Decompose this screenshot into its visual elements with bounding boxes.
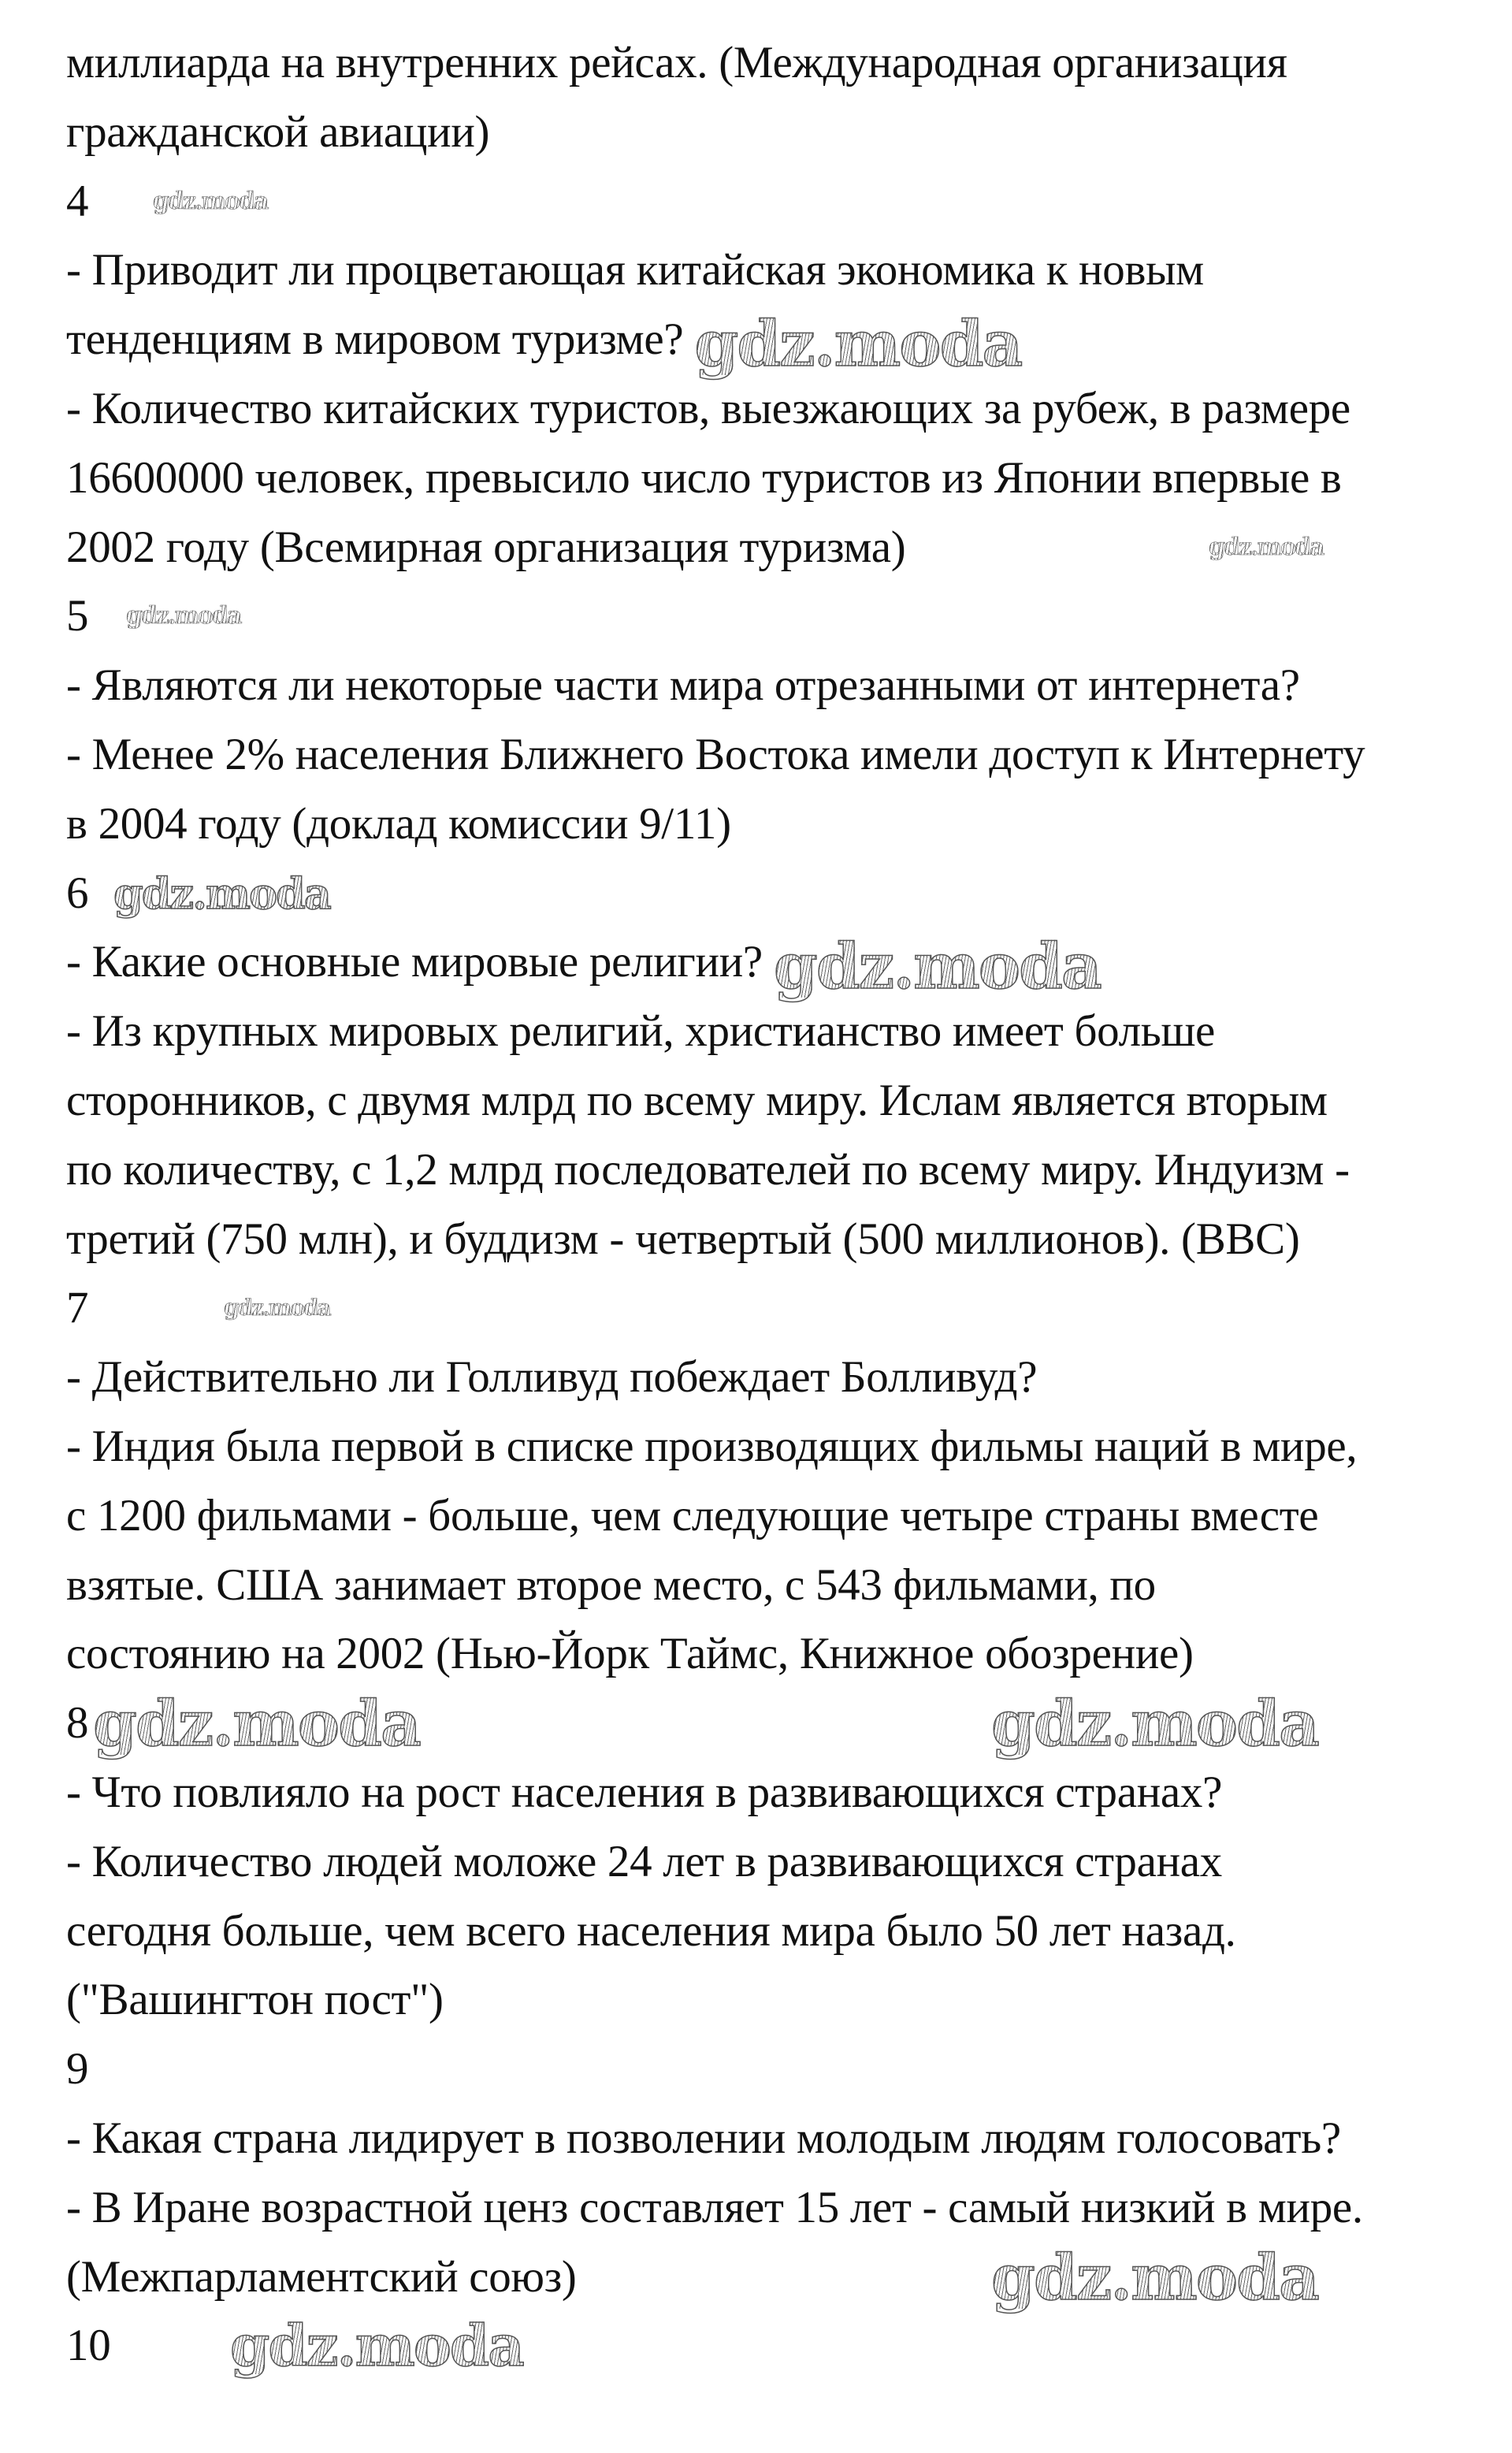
text-line: по количеству, с 1,2 млрд последователей по всему миру. Индуизм - (66, 1144, 1350, 1195)
text-line-row (66, 2173, 1363, 2243)
text-line-row (66, 1965, 444, 2035)
text-line: - Какие основные мировые религии? (66, 937, 763, 987)
item-number: 5 (66, 591, 89, 641)
item-number: 9 (66, 2044, 89, 2094)
text-line: - Действительно ли Голливуд побеждает Болливуд? (66, 1352, 1038, 1403)
text-line-row (66, 1343, 1037, 1412)
text-line-row (66, 305, 1022, 381)
item-number-line (66, 2035, 88, 2104)
text-line: гражданской авиации) (66, 106, 490, 157)
text-line-row (66, 1897, 1236, 1966)
text-line-row (66, 1827, 1222, 1897)
watermark-logo: gdz.moda (1209, 533, 1324, 561)
text-line-row (66, 444, 1342, 513)
text-line: - Являются ли некоторые части мира отрезанными от интернета? (66, 660, 1300, 711)
text-line-row (66, 98, 489, 167)
text-line: - Из крупных мировых религий, христианство имеет больше (66, 1006, 1216, 1057)
watermark-logo: gdz.moda (93, 1686, 420, 1761)
text-line-row (66, 2239, 1318, 2314)
text-line: - Приводит ли процветающая китайская экономика к новым (66, 245, 1204, 295)
watermark-logo: gdz.moda (230, 2312, 523, 2380)
text-line: 2002 году (Всемирная организация туризма) (66, 522, 906, 572)
item-number: 4 (66, 176, 89, 226)
text-line-row (66, 651, 1300, 720)
text-line-row (66, 1412, 1357, 1481)
text-line: тенденциям в мировом туризме? (66, 314, 684, 365)
item-number: 8 (66, 1698, 89, 1749)
text-line-row (66, 1619, 1194, 1689)
item-number-line (66, 2311, 523, 2381)
item-number: 7 (66, 1283, 89, 1333)
text-line: - Индия была первой в списке производящих фильмы наций в мире, (66, 1422, 1358, 1471)
text-line: - Количество людей моложе 24 лет в развивающихся странах (66, 1836, 1223, 1886)
text-line: ("Вашингтон пост") (66, 1975, 444, 2025)
text-line: - В Иране возрастной ценз составляет 15 лет - самый низкий в мире. (66, 2182, 1363, 2232)
text-line-row (66, 720, 1365, 790)
text-line: третий (750 млн), и буддизм - четвертый (500 миллионов). (BBC) (66, 1213, 1300, 1264)
item-number-line (66, 582, 241, 651)
item-number: 6 (66, 868, 89, 918)
watermark-logo: gdz.moda (694, 307, 1022, 381)
item-number: 10 (66, 2321, 111, 2371)
text-line: состоянию на 2002 (Нью-Йорк Таймс, Книжное обозрение) (66, 1629, 1194, 1679)
text-line-row (66, 1758, 1222, 1827)
text-line-row (66, 997, 1215, 1066)
text-line: - Что повлияло на рост населения в развивающихся странах? (66, 1767, 1223, 1817)
watermark-logo: gdz.moda (224, 1295, 330, 1321)
text-line-row (66, 374, 1350, 444)
text-line: 16600000 человек, превысило число туристов из Японии впервые в (66, 452, 1342, 503)
text-line: - Менее 2% населения Ближнего Востока имели доступ к Интернету (66, 730, 1365, 779)
watermark-logo: gdz.moda (991, 2239, 1318, 2314)
watermark-logo: gdz.moda (153, 187, 268, 215)
text-line: с 1200 фильмами - больше, чем следующие четыре страны вместе (66, 1490, 1319, 1541)
text-line: сегодня больше, чем всего населения мира было 50 лет назад. (66, 1905, 1236, 1956)
watermark-logo: gdz.moda (126, 602, 241, 630)
watermark-logo: gdz.moda (773, 929, 1101, 1004)
text-line-row (66, 1551, 1156, 1620)
text-line: - Количество китайских туристов, выезжающих за рубеж, в размере (66, 384, 1350, 433)
item-number-line (66, 859, 330, 928)
text-line-row (66, 927, 1101, 1004)
item-number-line (66, 1273, 330, 1343)
text-line-row (66, 1135, 1350, 1205)
item-number-line (66, 1686, 1318, 1761)
watermark-logo: gdz.moda (113, 868, 330, 919)
text-line: миллиарда на внутренних рейсах. (Международная организация (66, 38, 1287, 87)
text-line-row (66, 513, 1324, 582)
text-line-row (66, 790, 731, 859)
text-line: сторонников, с двумя млрд по всему миру. Ислам является вторым (66, 1076, 1328, 1125)
text-line-row (66, 1066, 1328, 1135)
text-line-row (66, 1481, 1318, 1551)
item-number-line (66, 167, 268, 236)
text-line: в 2004 году (доклад комиссии 9/11) (66, 798, 731, 849)
watermark-logo: gdz.moda (991, 1686, 1318, 1761)
text-line-row (66, 28, 1287, 98)
text-line: взятые. США занимает второе место, с 543 фильмами, по (66, 1559, 1156, 1610)
text-line: - Какая страна лидирует в позволении молодым людям голосовать? (66, 2113, 1341, 2163)
text-line-row (66, 236, 1204, 305)
text-line-row (66, 1205, 1300, 1274)
text-line-row (66, 2104, 1341, 2173)
text-line: (Межпарламентский союз) (66, 2251, 577, 2302)
